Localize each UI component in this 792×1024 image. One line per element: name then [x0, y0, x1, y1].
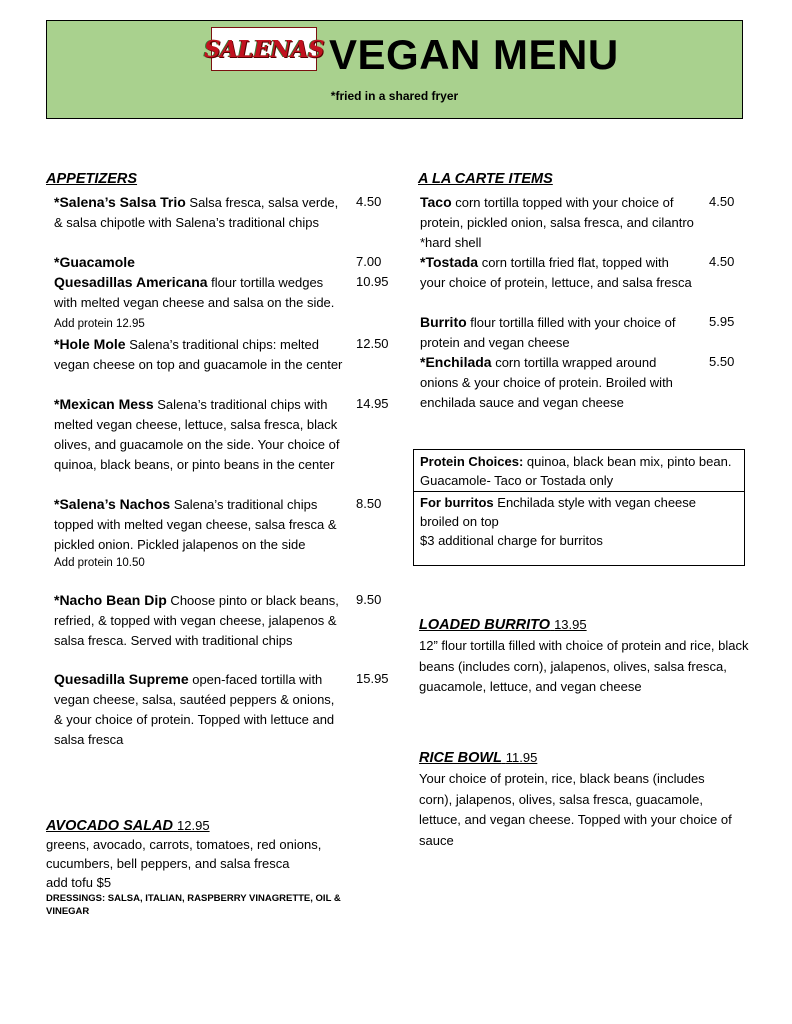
item-price: 8.50 [356, 496, 382, 511]
item-price: 12.50 [356, 336, 389, 351]
burrito-style-line [420, 493, 738, 531]
rice-bowl-desc: Your choice of protein, rice, black beans (includes corn), jalapenos, olives, salsa fresca, guacamole, lettuce, and vegan cheese. Topped with your choice of sauce [419, 771, 732, 848]
protein-choices-list: quinoa, black bean mix, pinto bean. [523, 454, 732, 469]
item-price: 4.50 [709, 254, 735, 269]
menu-item [54, 494, 398, 590]
item-desc: Salena’s traditional chips: melted vegan cheese on top and guacamole in the center [54, 337, 343, 372]
menu-item [54, 669, 398, 749]
item-name: *Salena’s Salsa Trio [54, 194, 186, 210]
menu-item [420, 252, 748, 312]
rice-bowl-heading: RICE BOWL [419, 750, 502, 766]
item-desc: corn tortilla topped with your choice of protein, pickled onion, salsa fresca, and cilantro *hard shell [420, 195, 694, 250]
item-name: Burrito [420, 314, 467, 330]
rice-bowl-price: 11.95 [505, 750, 538, 765]
item-desc: flour tortilla wedges with melted vegan cheese and salsa on the side. [54, 275, 335, 310]
menu-item [54, 334, 398, 394]
loaded-burrito-desc: 12” flour tortilla filled with choice of protein and rice, black beans (includes corn), jalapenos, olives, salsa fresca, guacamole, lettuce, and vegan cheese [419, 638, 749, 694]
item-price: 15.95 [356, 671, 389, 686]
item-name: *Salena’s Nachos [54, 496, 171, 512]
protein-choices-box [413, 449, 745, 566]
avocado-salad-section [46, 817, 356, 918]
loaded-burrito-price: 13.95 [554, 617, 587, 632]
burrito-charge-note: $3 additional charge for burritos [420, 533, 603, 548]
item-price: 14.95 [356, 396, 389, 411]
item-name: *Guacamole [54, 254, 135, 270]
loaded-burrito-heading: LOADED BURRITO [419, 617, 551, 633]
item-name: *Enchilada [420, 354, 492, 370]
item-name: Taco [420, 194, 452, 210]
item-desc: Salsa fresca, salsa verde, & salsa chipotle with Salena’s traditional chips [54, 195, 339, 230]
loaded-burrito-section [419, 616, 749, 698]
dressings-list: DRESSINGS: SALSA, ITALIAN, RASPBERRY VINAGRETTE, OIL & VINEGAR [46, 893, 341, 917]
item-name: *Mexican Mess [54, 396, 154, 412]
menu-item [420, 312, 748, 352]
appetizers-heading: APPETIZERS [46, 171, 138, 187]
a-la-carte-heading: A LA CARTE ITEMS [418, 171, 553, 187]
burrito-style-desc: Enchilada style with vegan cheese broiled on top [420, 495, 697, 529]
item-desc: corn tortilla fried flat, topped with your choice of protein, lettuce, and salsa fresca [420, 255, 692, 290]
avocado-salad-addon: add tofu $5 [46, 875, 112, 890]
menu-item [420, 352, 748, 412]
menu-item [54, 272, 398, 334]
salenas-logo [203, 27, 325, 71]
item-name: *Tostada [420, 254, 479, 270]
avocado-salad-heading-row [46, 817, 356, 835]
item-extra: Add protein 12.95 [54, 318, 145, 330]
item-desc: Choose pinto or black beans, refried, & topped with vegan cheese, jalapenos & salsa fresca. Served with traditional chips [54, 593, 339, 648]
avocado-salad-price: 12.95 [177, 818, 210, 833]
avocado-salad-heading: AVOCADO SALAD [46, 818, 174, 834]
item-price: 7.00 [356, 254, 382, 269]
menu-item [54, 192, 398, 252]
item-name: Quesadilla Supreme [54, 671, 189, 687]
item-desc: Salena’s traditional chips topped with melted vegan cheese, salsa fresca & pickled onion. Pickled jalapenos on the side [54, 497, 337, 552]
protein-choices-label: Protein Choices: [420, 454, 524, 469]
box-divider [414, 491, 744, 492]
menu-header [46, 20, 743, 119]
item-price: 4.50 [709, 194, 735, 209]
item-name: *Nacho Bean Dip [54, 592, 167, 608]
loaded-burrito-heading-row [419, 616, 749, 634]
burrito-style-label: For burritos [420, 495, 494, 510]
item-price: 5.95 [709, 314, 735, 329]
item-desc: Salena’s traditional chips with melted vegan cheese, lettuce, salsa fresca, black olives, and guacamole on the side. Your choice of quinoa, black beans, or pinto beans in the center [54, 397, 340, 472]
page-title: VEGAN MENU [329, 31, 619, 78]
item-desc: corn tortilla wrapped around onions & your choice of protein. Broiled with enchilada sauce and vegan cheese [420, 355, 673, 410]
menu-item [54, 394, 398, 494]
item-desc: open-faced tortilla with vegan cheese, salsa, sautéed peppers & onions, & your choice of protein. Topped with lettuce and salsa fresca [54, 672, 335, 747]
protein-choices-line [420, 452, 738, 471]
item-price: 9.50 [356, 592, 382, 607]
fryer-note: *fried in a shared fryer [330, 89, 459, 103]
menu-item [54, 590, 398, 669]
item-name: *Hole Mole [54, 336, 126, 352]
item-extra: Add protein 10.50 [54, 557, 145, 569]
item-price: 10.95 [356, 274, 389, 289]
logo-text: SALENAS [203, 35, 325, 63]
item-price: 4.50 [356, 194, 382, 209]
left-column [46, 170, 398, 749]
rice-bowl-heading-row [419, 749, 739, 767]
rice-bowl-section [419, 749, 739, 851]
item-name: Quesadillas Americana [54, 274, 208, 290]
avocado-salad-desc: greens, avocado, carrots, tomatoes, red onions, cucumbers, bell peppers, and salsa fresca [46, 837, 322, 871]
menu-item [54, 252, 398, 272]
item-price: 5.50 [709, 354, 735, 369]
menu-item [420, 192, 748, 252]
right-column [418, 170, 748, 412]
guacamole-note: Guacamole- Taco or Tostada only [420, 473, 614, 488]
item-desc: flour tortilla filled with your choice of protein and vegan cheese [420, 315, 676, 350]
